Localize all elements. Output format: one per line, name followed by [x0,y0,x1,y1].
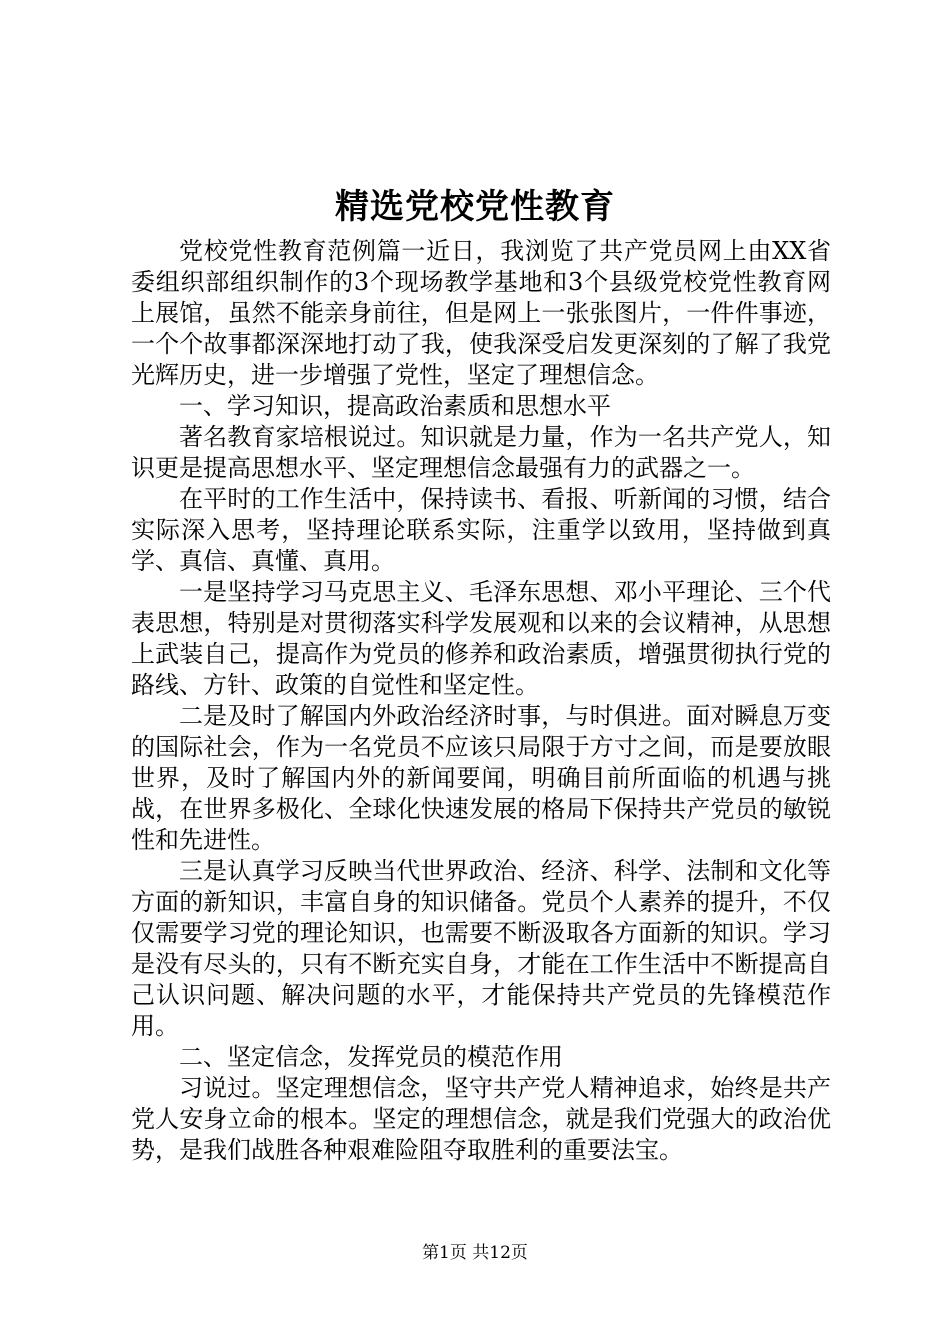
document-body [131,236,831,1166]
paragraph-intro: 党校党性教育范例篇一近日，我浏览了共产党员网上由XX省委组织部组织制作的3个现场教学基地和3个县级党校党性教育网上展馆，虽然不能亲身前往，但是网上一张张图片，一件件事迹，一个个故事都深深地打动了我，使我深受启发更深刻的了解了我党光辉历史，进一步增强了党性，坚定了理想信念。 [131,237,831,389]
page-number-footer: 第1页 共12页 [422,1243,528,1263]
paragraph-point-three: 三是认真学习反映当代世界政治、经济、科学、法制和文化等方面的新知识，丰富自身的知识储备。党员个人素养的提升，不仅仅需要学习党的理论知识，也需要不断汲取各方面新的知识。学习是没有尽头的，只有不断充实自身，才能在工作生活中不断提高自己认识问题、解决问题的水平，才能保持共产党员的先锋模范作用。 [131,857,831,1040]
document-title: 精选党校党性教育 [335,187,615,227]
section-heading-1: 一、学习知识，提高政治素质和思想水平 [179,392,611,420]
paragraph-daily-habits: 在平时的工作生活中，保持读书、看报、听新闻的习惯，结合实际深入思考，坚持理论联系实际，注重学以致用，坚持做到真学、真信、真懂、真用。 [131,485,831,575]
paragraph-point-one: 一是坚持学习马克思主义、毛泽东思想、邓小平理论、三个代表思想，特别是对贯彻落实科学发展观和以来的会议精神，从思想上武装自己，提高作为党员的修养和政治素质，增强贯彻执行党的路线、方针、政策的自觉性和坚定性。 [131,578,831,699]
section-heading-2: 二、坚定信念，发挥党员的模范作用 [179,1043,563,1071]
paragraph-belief: 习说过。坚定理想信念，坚守共产党人精神追求，始终是共产党人安身立命的根本。坚定的理想信念，就是我们党强大的政治优势，是我们战胜各种艰难险阻夺取胜利的重要法宝。 [131,1074,831,1164]
paragraph-knowledge: 著名教育家培根说过。知识就是力量，作为一名共产党人，知识更是提高思想水平、坚定理想信念最强有力的武器之一。 [131,423,831,482]
paragraph-point-two: 二是及时了解国内外政治经济时事，与时俱进。面对瞬息万变的国际社会，作为一名党员不应该只局限于方寸之间，而是要放眼世界，及时了解国内外的新闻要闻，明确目前所面临的机遇与挑战，在世界多极化、全球化快速发展的格局下保持共产党员的敏锐性和先进性。 [131,702,831,854]
